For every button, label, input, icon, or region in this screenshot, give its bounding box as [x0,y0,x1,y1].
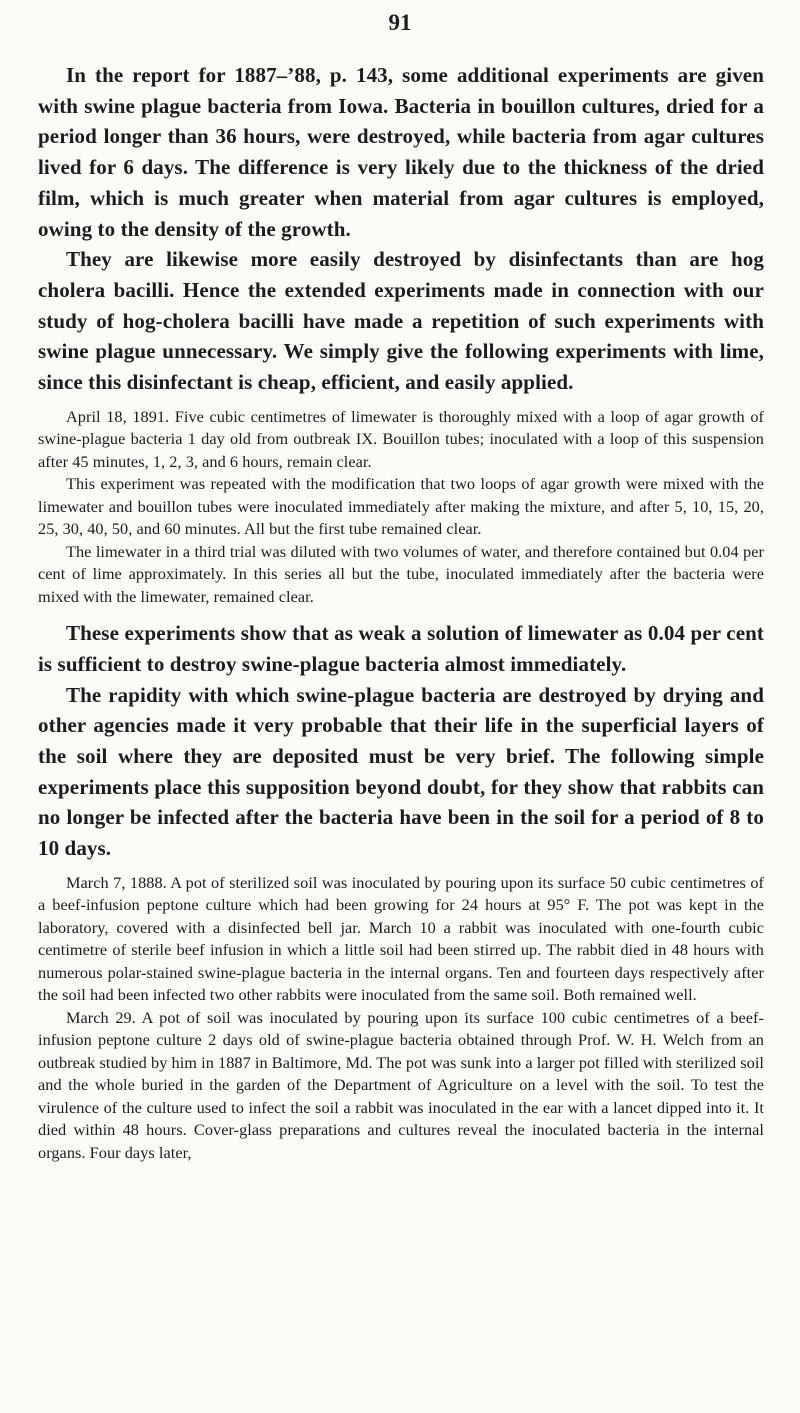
experiment-block-soil [38,872,764,1165]
experiment-block-lime [38,406,764,609]
paragraph-conclusion-limewater: These experiments show that as weak a solution of limewater as 0.04 per cent is sufficient to destroy swine-plague bacteria almost immediately. [38,621,764,676]
body-text [38,60,764,1164]
paragraph-soil-survival: The rapidity with which swine-plague bacteria are destroyed by drying and other agencies made it very probable that their life in the superficial layers of the soil where they are deposited must be very brief. The following simple experiments place this supposition beyond doubt, for they show that rabbits can no longer be infected after the bacteria have been in the soil for a period of 8 to 10 days. [38,682,764,861]
paragraph-repeated-experiment: This experiment was repeated with the modification that two loops of agar growth were mixed with the limewater and bouillon tubes were inoculated immediately after making the mixture, and after 5, 10, 15, 20, 25, 30, 40, 50, and 60 minutes. All but the first tube remained clear. [38,474,764,539]
paragraph-third-trial: The limewater in a third trial was diluted with two volumes of water, and therefore contained but 0.04 per cent of lime approximately. In this series all but the tube, inoculated immediately after the bacteria were mixed with the limewater, remained clear. [38,541,764,606]
paragraph-disinfectants: They are likewise more easily destroyed by disinfectants than are hog cholera bacilli. Hence the extended experiments made in connection with our study of hog-cholera bacilli have made a repetition of such experiments with swine plague unnecessary. We simply give the following experiments with lime, since this disinfectant is cheap, efficient, and easily applied. [38,247,764,395]
paragraph-march-7-experiment: March 7, 1888. A pot of sterilized soil was inoculated by pouring upon its surface 50 cubic centimetres of a beef-infusion peptone culture which had been growing for 24 hours at 95° F. The pot was kept in the laboratory, covered with a disinfected bell jar. March 10 a rabbit was inoculated with one-fourth cubic centimetre of sterile beef infusion in which a little soil had been stirred up. The rabbit died in 48 hours with numerous polar-stained swine-plague bacteria in the internal organs. Ten and fourteen days respectively after the soil had been infected two other rabbits were inoculated from the same soil. Both remained well. [38,872,764,1005]
paragraph-april-18-experiment: April 18, 1891. Five cubic centimetres of limewater is thoroughly mixed with a loop of agar growth of swine-plague bacteria 1 day old from outbreak IX. Bouillon tubes; inoculated with a loop of this suspension after 45 minutes, 1, 2, 3, and 6 hours, remain clear. [38,406,764,471]
page-number: 91 [388,10,412,35]
paragraph-march-29-experiment: March 29. A pot of soil was inoculated by pouring upon its surface 100 cubic centimetres of a beef-infusion peptone culture 2 days old of swine-plague bacteria obtained through Prof. W. H. Welch from an outbreak studied by him in 1887 in Baltimore, Md. The pot was sunk into a larger pot filled with sterilized soil and the whole buried in the garden of the Department of Agriculture on a level with the soil. To test the virulence of the culture used to infect the soil a rabbit was inoculated in the ear with a lancet dipped into it. It died within 48 hours. Cover-glass preparations and cultures reveal the inoculated bacteria in the internal organs. Four days later, [38,1007,764,1162]
paragraph-report-1887: In the report for 1887–’88, p. 143, some additional experiments are given with swine plague bacteria from Iowa. Bacteria in bouillon cultures, dried for a period longer than 36 hours, were destroyed, while bacteria from agar cultures lived for 6 days. The difference is very likely due to the thickness of the dried film, which is much greater when material from agar cultures is employed, owing to the density of the growth. [38,63,764,241]
